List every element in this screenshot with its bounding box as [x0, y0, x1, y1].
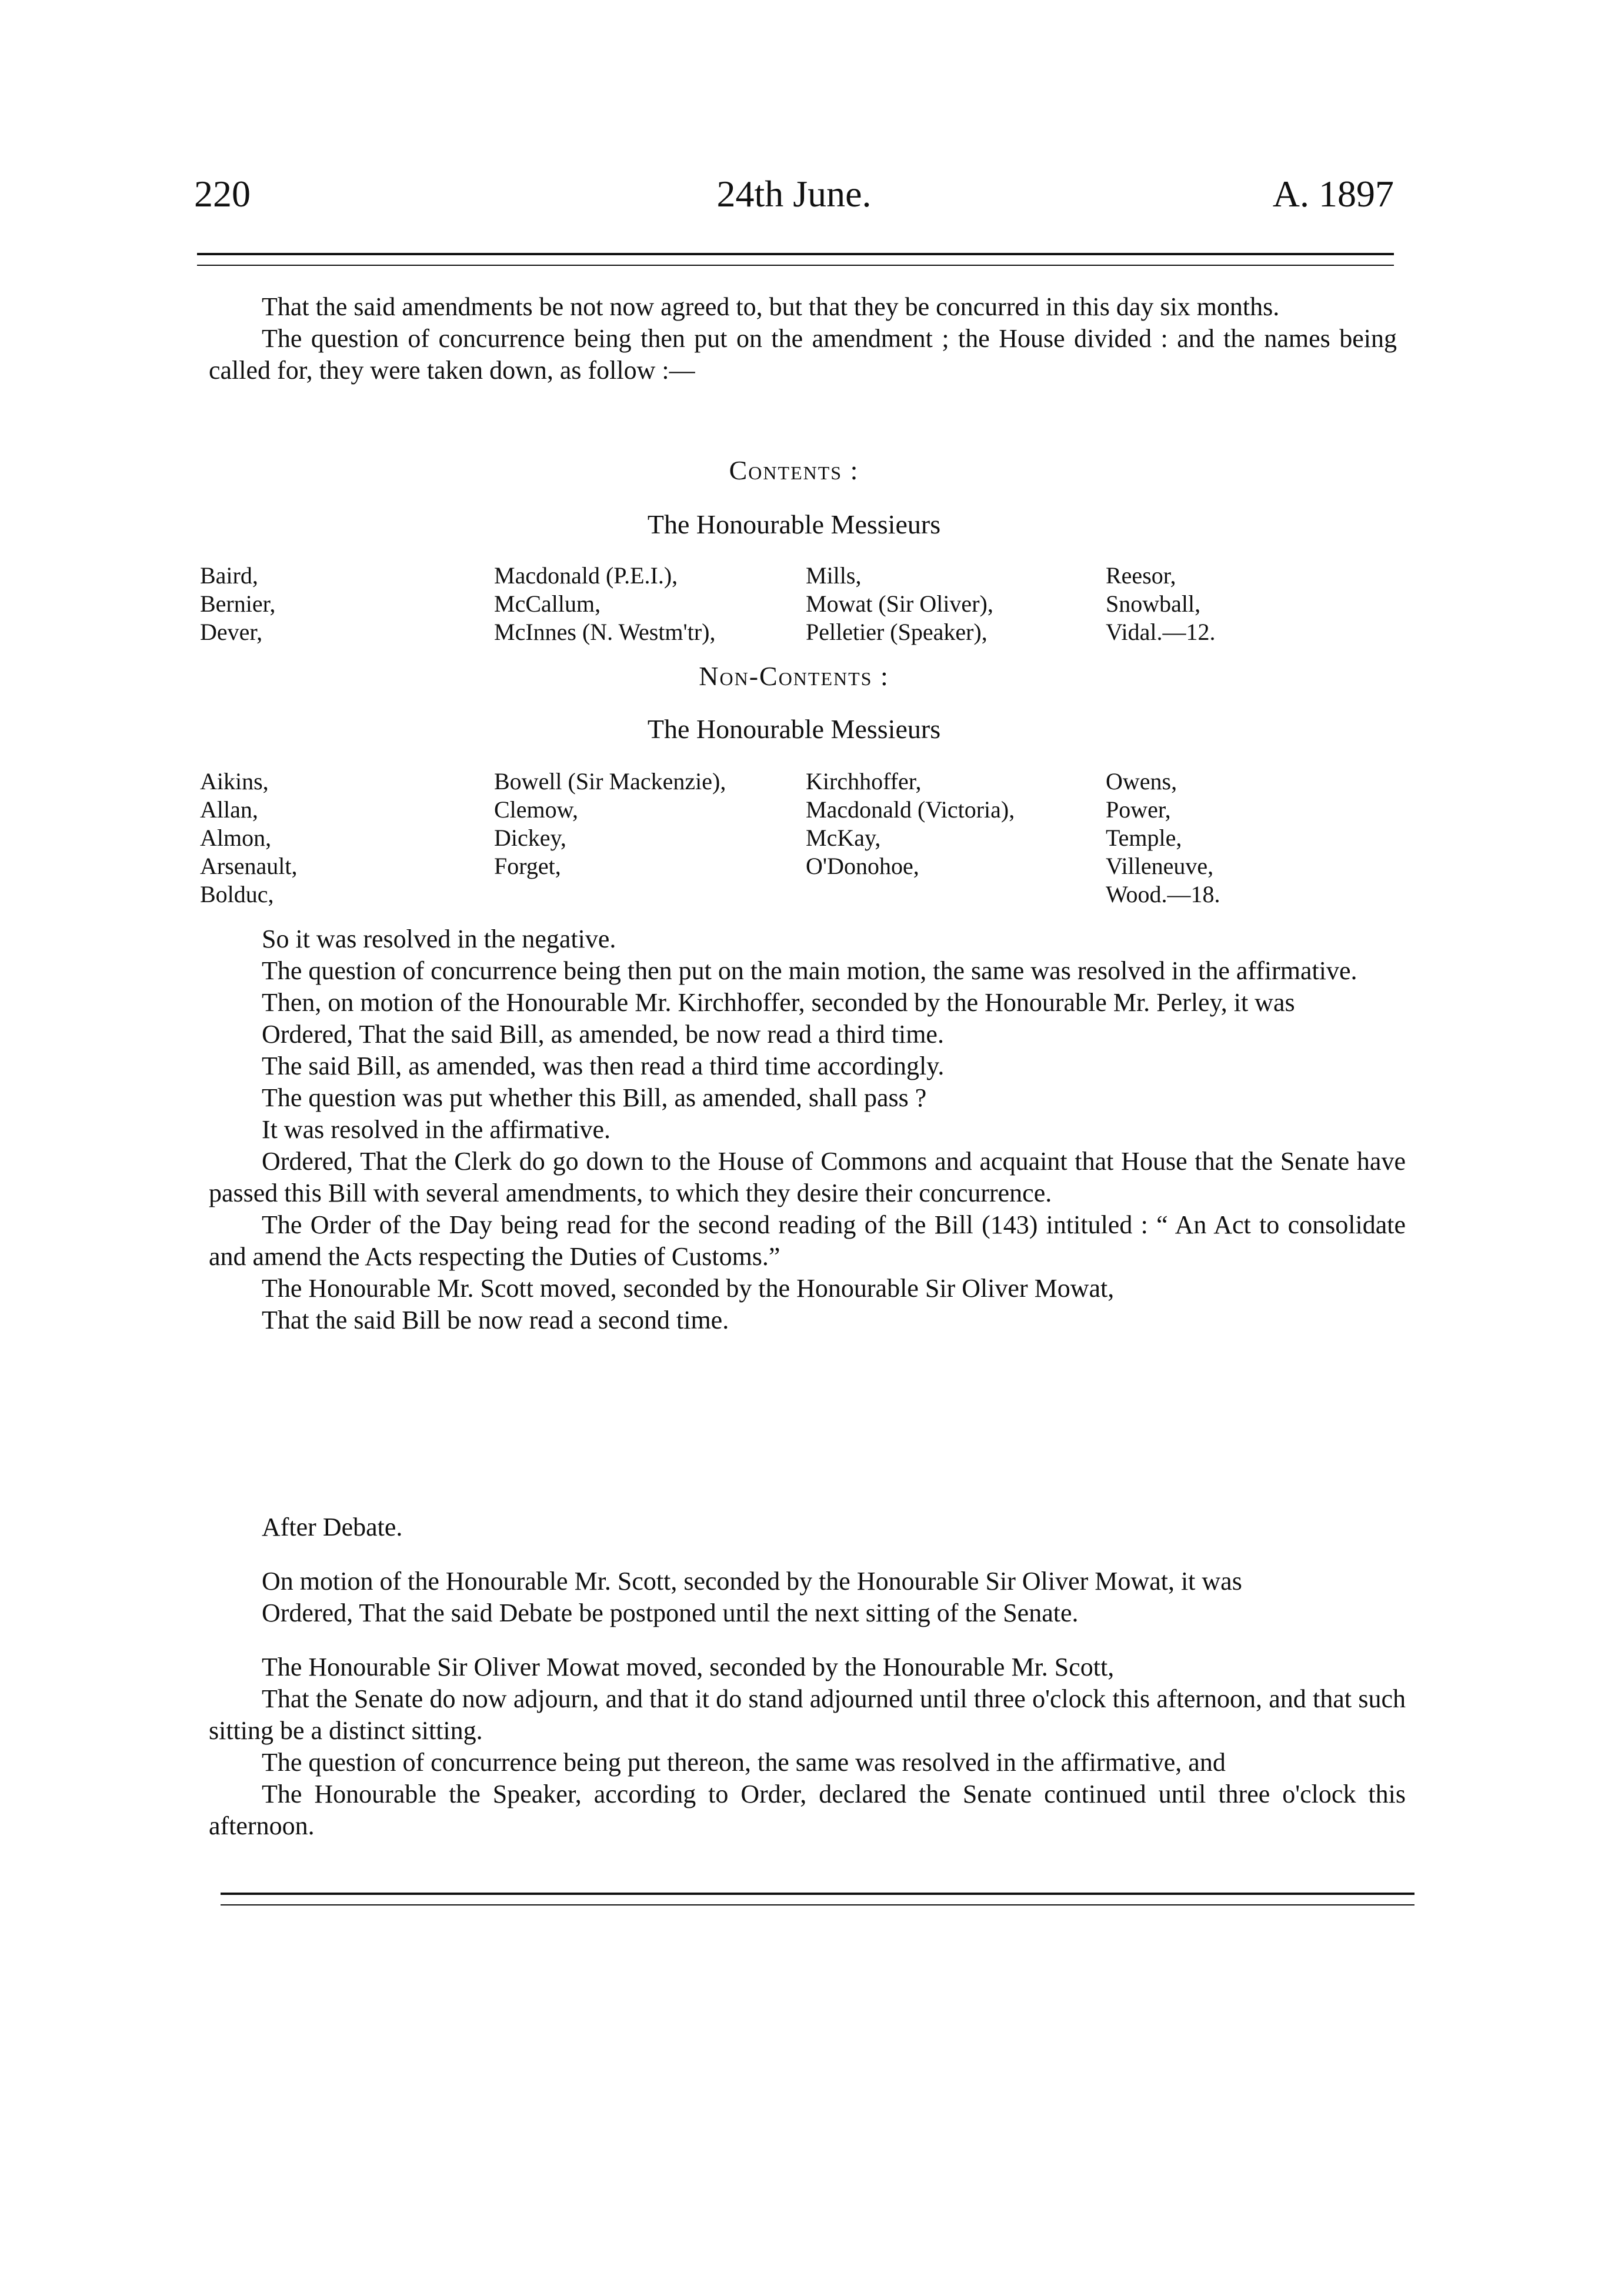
senator-name: Clemow,: [494, 796, 578, 823]
non-contents-heading: Non-Contents :: [699, 661, 889, 691]
intro-section: [209, 291, 1397, 386]
senator-name: Temple,: [1106, 825, 1182, 851]
senator-name: Owens,: [1106, 768, 1177, 795]
proceedings-paragraph: The said Bill, as amended, was then read a third time accordingly.: [262, 1052, 945, 1080]
adjourn-paragraph: That the Senate do now adjourn, and that it do stand adjourned until three o'clock this afternoon, and that such sitting be a distinct sitting.: [209, 1684, 1406, 1745]
senator-name: McKay,: [806, 825, 881, 851]
header-date: 24th June.: [716, 173, 872, 215]
contents-column: [806, 562, 993, 646]
senator-name: Pelletier (Speaker),: [806, 619, 988, 645]
non-contents-column: [1106, 767, 1220, 909]
senator-name: Reesor,: [1106, 562, 1176, 589]
adjourn-paragraph: The Honourable Sir Oliver Mowat moved, seconded by the Honourable Mr. Scott,: [262, 1653, 1115, 1681]
senator-name: Arsenault,: [200, 853, 298, 879]
contents-subheading: The Honourable Messieurs: [647, 509, 941, 539]
senator-name: Almon,: [200, 825, 272, 851]
proceedings-paragraph: The question was put whether this Bill, as amended, shall pass ?: [262, 1083, 927, 1112]
senator-name: Mills,: [806, 562, 862, 589]
contents-column: [200, 562, 275, 646]
senator-name: Bowell (Sir Mackenzie),: [494, 768, 726, 795]
header-year: A. 1897: [1272, 173, 1394, 215]
debate-heading: After Debate.: [262, 1513, 403, 1541]
proceedings-paragraph: The Honourable Mr. Scott moved, seconded by the Honourable Sir Oliver Mowat,: [262, 1274, 1115, 1303]
senator-name: Mowat (Sir Oliver),: [806, 590, 993, 617]
header-page-number: 220: [194, 173, 251, 215]
proceedings-paragraph: Ordered, That the said Bill, as amended, be now read a third time.: [262, 1020, 944, 1049]
senator-name: McCallum,: [494, 590, 601, 617]
non-contents-subheading: The Honourable Messieurs: [647, 714, 941, 744]
senator-name: Allan,: [200, 796, 258, 823]
adjourn-paragraph: The Honourable the Speaker, according to Order, declared the Senate continued until three o'clock this afternoon.: [209, 1780, 1406, 1840]
debate-paragraph: On motion of the Honourable Mr. Scott, seconded by the Honourable Sir Oliver Mowat, it was: [262, 1567, 1242, 1596]
senator-name: Wood.—18.: [1106, 881, 1220, 907]
senator-name: Snowball,: [1106, 590, 1201, 617]
contents-heading: Contents :: [729, 455, 859, 485]
senator-name: Macdonald (P.E.I.),: [494, 562, 678, 589]
intro-paragraph: The question of concurrence being then put on the amendment ; the House divided : and the names being called for, they were taken down, as follow :—: [209, 324, 1397, 385]
senator-name: Dever,: [200, 619, 263, 645]
proceedings-paragraph: It was resolved in the affirmative.: [262, 1115, 610, 1144]
page-header: [194, 171, 1394, 218]
senator-name: Bolduc,: [200, 881, 274, 907]
debate-section: [209, 1511, 1406, 1842]
senator-name: McInnes (N. Westm'tr),: [494, 619, 716, 645]
contents-column: [1106, 562, 1215, 646]
senator-name: Dickey,: [494, 825, 566, 851]
contents-column: [494, 562, 716, 646]
proceedings-paragraph: So it was resolved in the negative.: [262, 925, 616, 953]
adjourn-paragraph: The question of concurrence being put thereon, the same was resolved in the affirmative, and: [262, 1748, 1226, 1777]
proceedings-paragraph: The question of concurrence being then put on the main motion, the same was resolved in the affirmative.: [262, 956, 1357, 985]
proceedings-paragraph: Then, on motion of the Honourable Mr. Kirchhoffer, seconded by the Honourable Mr. Perley, it was: [262, 988, 1295, 1017]
senator-name: Vidal.—12.: [1106, 619, 1216, 645]
intro-paragraph: That the said amendments be not now agreed to, but that they be concurred in this day six months.: [262, 292, 1280, 321]
non-contents-column: [806, 767, 1015, 880]
senator-name: Forget,: [494, 853, 561, 879]
proceedings-section: [209, 923, 1406, 1336]
senator-name: O'Donohoe,: [806, 853, 919, 879]
senator-name: Baird,: [200, 562, 258, 589]
senator-name: Villeneuve,: [1106, 853, 1214, 879]
senator-name: Macdonald (Victoria),: [806, 796, 1015, 823]
proceedings-paragraph: Ordered, That the Clerk do go down to the House of Commons and acquaint that House that the Senate have passed this Bill with several amendments, to which they desire their concurrence.: [209, 1147, 1406, 1207]
footer-double-rule: [221, 1893, 1414, 1905]
senator-name: Aikins,: [200, 768, 269, 795]
debate-paragraph: Ordered, That the said Debate be postponed until the next sitting of the Senate.: [262, 1598, 1079, 1627]
senator-name: Kirchhoffer,: [806, 768, 922, 795]
header-double-rule: [197, 253, 1394, 266]
non-contents-column: [200, 767, 298, 909]
proceedings-paragraph: That the said Bill be now read a second time.: [262, 1306, 729, 1334]
senator-name: Bernier,: [200, 590, 276, 617]
senator-name: Power,: [1106, 796, 1171, 823]
non-contents-column: [494, 767, 726, 880]
proceedings-paragraph: The Order of the Day being read for the second reading of the Bill (143) intituled : “ An Act to consolidate and amend the Acts respecting the Duties of Customs.”: [209, 1210, 1406, 1271]
